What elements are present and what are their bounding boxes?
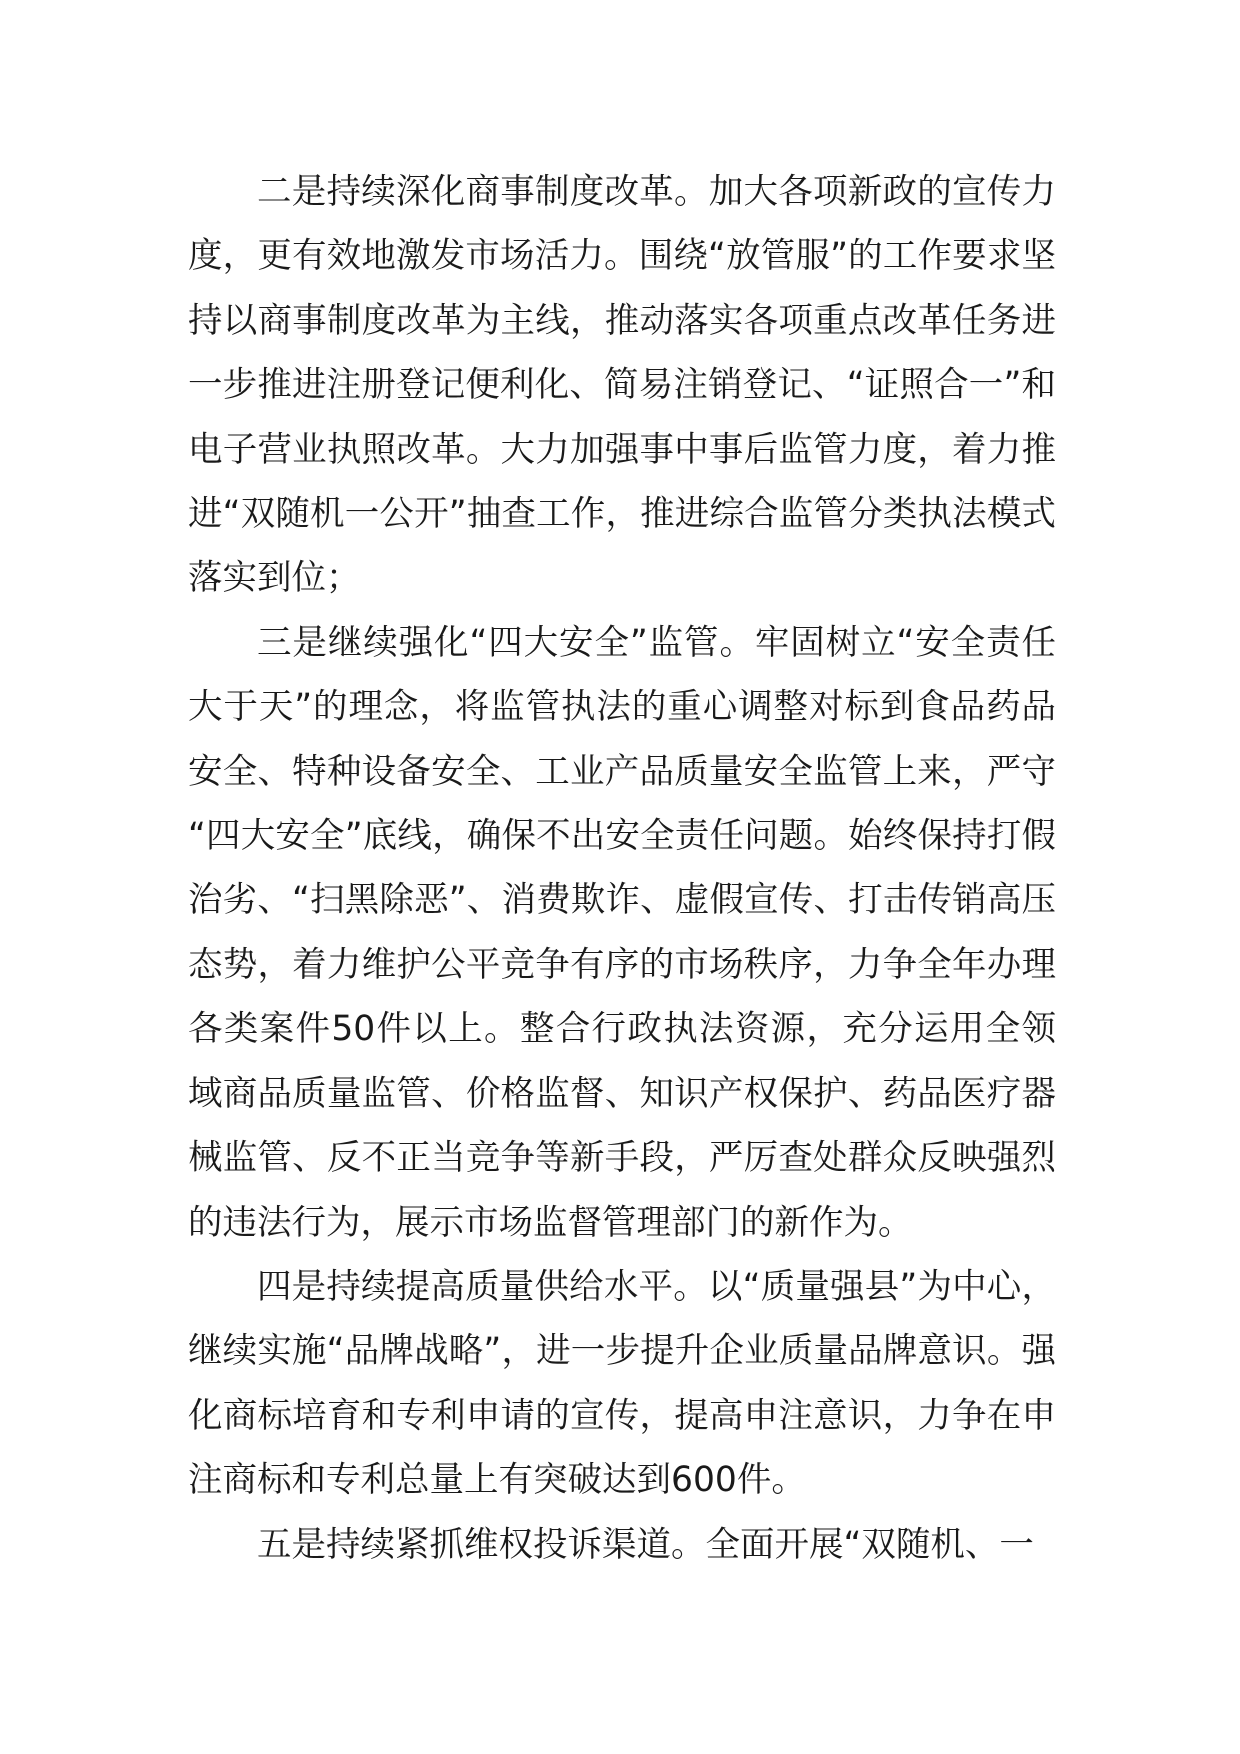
paragraph-business-reform: 二是持续深化商事制度改革。加大各项新政的宣传力度，更有效地激发市场活力。围绕“放管服”的工作要求坚持以商事制度改革为主线，推动落实各项重点改革任务进一步推进注册登记便利化、简易注销登记、“证照合一”和电子营业执照改革。大力加强事中事后监管力度，着力推进“双随机一公开”抽查工作，推进综合监管分类执法模式落实到位； bbox=[188, 172, 1056, 599]
paragraph-rights-complaints: 五是持续紧抓维权投诉渠道。全面开展“双随机、一 bbox=[257, 1524, 1034, 1565]
document-body bbox=[188, 160, 1056, 1577]
paragraph-four-safety: 三是继续强化“四大安全”监管。牢固树立“安全责任大于天”的理念，将监管执法的重心调整对标到食品药品安全、特种设备安全、工业产品质量安全监管上来，严守“四大安全”底线，确保不出安全责任问题。始终保持打假治劣、“扫黑除恶”、消费欺诈、虚假宣传、打击传销高压态势，着力维护公平竞争有序的市场秩序，力争全年办理各类案件50件以上。整合行政执法资源，充分运用全领域商品质量监管、价格监督、知识产权保护、药品医疗器械监管、反不正当竞争等新手段，严厉查处群众反映强烈的违法行为，展示市场监督管理部门的新作为。 bbox=[188, 622, 1056, 1243]
paragraph-quality-supply: 四是持续提高质量供给水平。以“质量强县”为中心，继续实施“品牌战略”，进一步提升企业质量品牌意识。强化商标培育和专利申请的宣传，提高申注意识，力争在申注商标和专利总量上有突破达到600件。 bbox=[188, 1266, 1056, 1501]
